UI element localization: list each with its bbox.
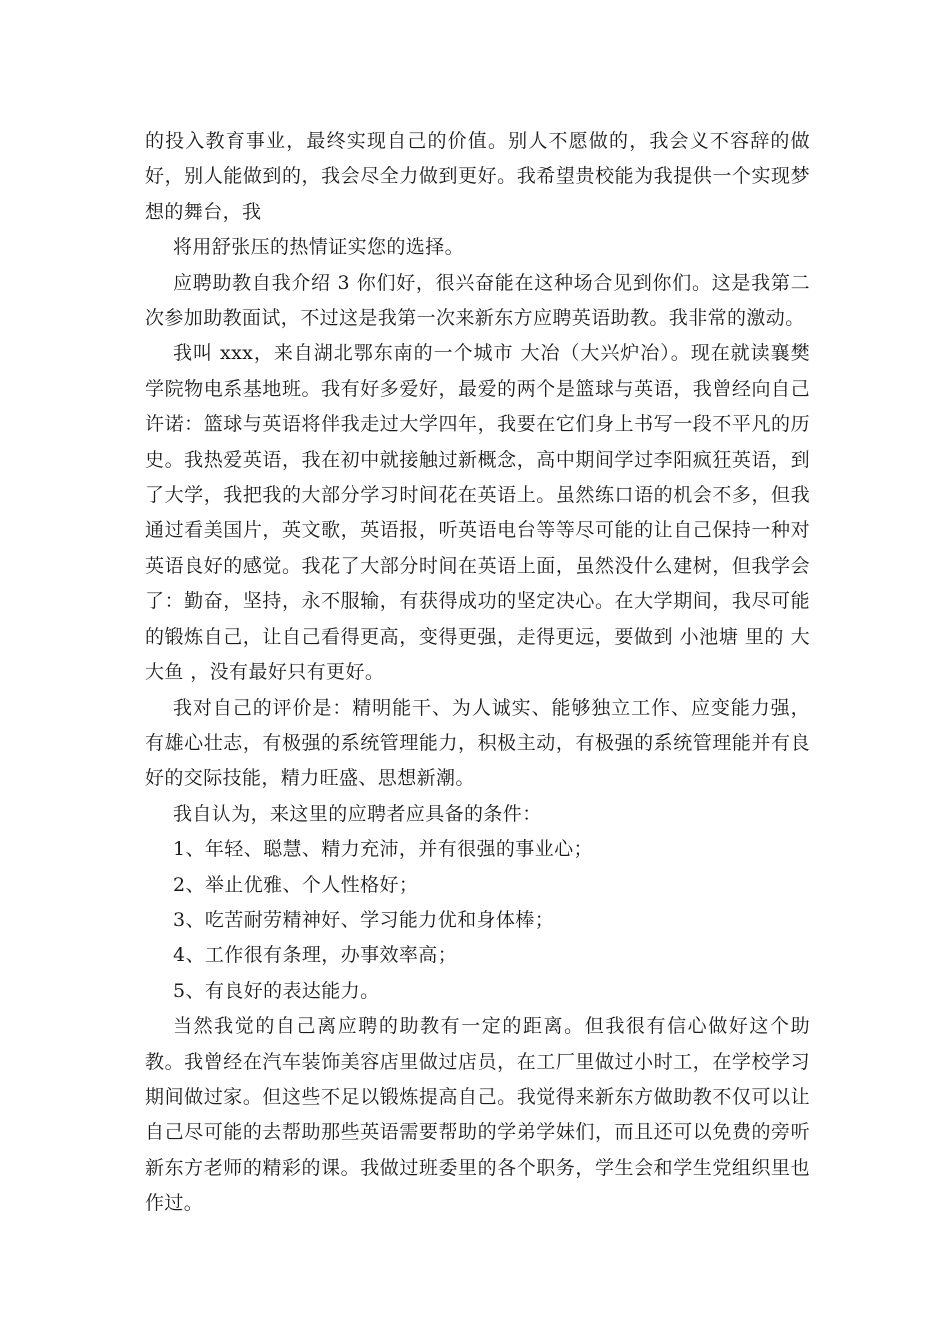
list-item: 1、年轻、聪慧、精力充沛，并有很强的事业心； — [173, 838, 593, 861]
list-item: 2、举止优雅、个人性格好； — [173, 873, 419, 896]
paragraph: 将用舒张压的热情证实您的选择。 — [173, 236, 465, 259]
paragraph-continuation: 的投入教育事业，最终实现自己的价值。别人不愿做的，我会义不容辞的做好，别人能做到的，我会尽全力做到更好。我希望贵校能为我提供一个实现梦想的舞台，我 — [145, 130, 810, 223]
list-item: 5、有良好的表达能力。 — [173, 979, 380, 1002]
paragraph: 我自认为，来这里的应聘者应具备的条件： — [173, 802, 542, 825]
document-body — [145, 124, 810, 1222]
paragraph: 应聘助教自我介绍 3 你们好，很兴奋能在这种场合见到你们。这是我第二次参加助教面试，不过这是我第一次来新东方应聘英语助教。我非常的激动。 — [145, 271, 810, 330]
list-item: 4、工作很有条理，办事效率高； — [173, 944, 458, 967]
paragraph: 我叫 xxx，来自湖北鄂东南的一个城市 大冶（大兴炉冶）。现在就读襄樊学院物电系基地班。我有好多爱好，最爱的两个是篮球与英语，我曾经向自己许诺：篮球与英语将伴我走过大学四年，我要在它们身上书写一段不平凡的历史。我热爱英语，我在初中就接触过新概念，高中期间学过李阳疯狂英语，到了大学，我把我的大部分学习时间花在英语上。虽然练口语的机会不多，但我通过看美国片，英文歌，英语报，听英语电台等等尽可能的让自己保持一种对英语良好的感觉。我花了大部分时间在英语上面，虽然没什么建树，但我学会了：勤奋，坚持，永不服输，有获得成功的坚定决心。在大学期间，我尽可能的锻炼自己，让自己看得更高，变得更强，走得更远，要做到 小池塘 里的 大大鱼 ，没有最好只有更好。 — [145, 342, 810, 684]
paragraph: 我对自己的评价是：精明能干、为人诚实、能够独立工作、应变能力强，有雄心壮志，有极强的系统管理能力，积极主动，有极强的系统管理能并有良好的交际技能，精力旺盛、思想新潮。 — [145, 696, 810, 790]
list-item: 3、吃苦耐劳精神好、学习能力优和身体棒； — [173, 908, 555, 931]
paragraph: 当然我觉的自己离应聘的助教有一定的距离。但我很有信心做好这个助教。我曾经在汽车装饰美容店里做过店员，在工厂里做过小时工，在学校学习期间做过家。但这些不足以锻炼提高自己。我觉得来新东方做助教不仅可以让自己尽可能的去帮助那些英语需要帮助的学弟学妹们，而且还可以免费的旁听新东方老师的精彩的课。我做过班委里的各个职务，学生会和学生党组织里也作过。 — [145, 1015, 810, 1215]
